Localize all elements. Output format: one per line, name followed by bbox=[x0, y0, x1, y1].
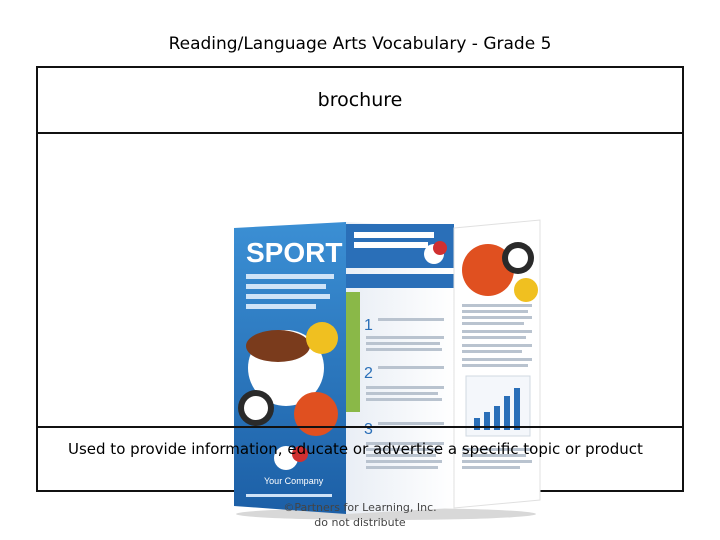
copyright-text: ©Partners for Learning, Inc. bbox=[283, 501, 437, 514]
section-number-2: 2 bbox=[364, 365, 373, 382]
page-title: Reading/Language Arts Vocabulary - Grade 5 bbox=[168, 34, 552, 54]
vocabulary-card bbox=[36, 66, 684, 492]
definition-row bbox=[38, 426, 682, 490]
distribution-notice: do not distribute bbox=[314, 516, 406, 529]
brochure-company: Your Company bbox=[264, 476, 324, 486]
vocabulary-word: brochure bbox=[317, 89, 403, 111]
definition-text: Used to provide information, educate or advertise a specific topic or product bbox=[68, 440, 643, 458]
section-number-1: 1 bbox=[364, 317, 373, 334]
section-number-3: 3 bbox=[364, 421, 373, 438]
word-row bbox=[38, 68, 682, 134]
brochure-headline: SPORT bbox=[246, 237, 343, 268]
footer bbox=[0, 500, 720, 530]
